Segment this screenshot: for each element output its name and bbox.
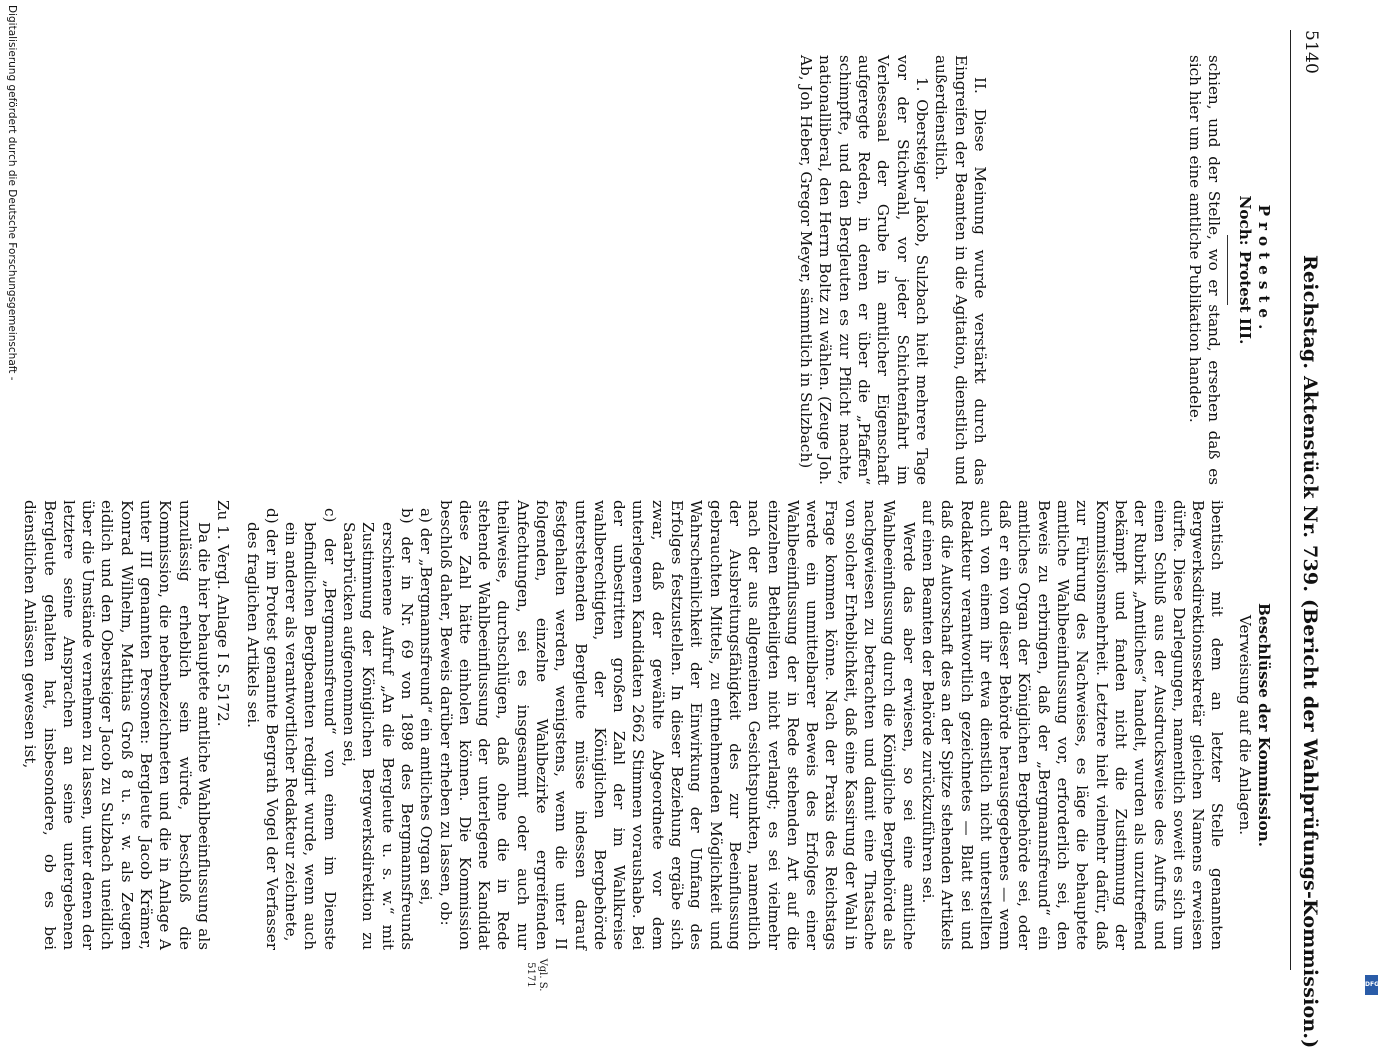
running-header	[1281, 30, 1321, 1048]
section-ii-paragraph: II. Diese Meinung wurde verstärkt durch das Eingreifen der Beamten in die Agitation, dienstlich und außerdienstlich.	[932, 55, 989, 485]
point-1-paragraph: 1. Obersteiger Jakob, Sulzbach hielt mehrere Tage vor der Stichwahl, vor jeder Schichtenfahrt im Verlesesaal der Grube in amtlicher Eigenschaft aufgeregte Reden, in denen er über die „Pfaffen“ schimpfte, und den Bergleuten es zur Pflicht machte, nationalliberal, den Herrn Boltz zu wählen. (Zeuge Joh. Ab, Joh Heber, Gregor Meyer, sämmtlich in Sulzbach)	[797, 55, 931, 485]
list-item-b: b) der in Nr. 69 von 1898 des Bergmannsfreunds erschienene Aufruf „An die Bergleute u. s. w.“ mit Zustimmung der Königlichen Bergwerksdirektion zu Saarbrücken aufgenommen sei,	[340, 508, 416, 950]
zu-1-heading: Zu 1. Vergl. Anlage I S. 5172.	[214, 500, 233, 727]
list-item-d: d) der im Protest genannte Bergrath Vogel der Verfasser des fraglichen Artikels sei.	[243, 508, 281, 950]
decisions-heading: Beschlüsse der Kommission.	[1255, 602, 1273, 847]
digitization-footer	[0, 0, 22, 1000]
right-column-decisions	[20, 500, 1273, 950]
heading-divider	[1227, 235, 1228, 305]
intro-paragraph: schien, und der Stelle, wo er stand, ersehen daß es sich hier um eine amtliche Publikation handele.	[1186, 55, 1224, 485]
dfg-logo: DFG	[1365, 975, 1378, 995]
left-column-protests	[796, 55, 1273, 485]
zu-1-paragraph: Da die hier behauptete amtliche Wahlbeeinflussung als unzulässig erheblich sein würde, beschloß die Kommission, die nebenbezeichneten und die in Anlage A unter III genannten Personen: Bergleute Jacob Krämer, Konrad Wilhelm, Matthias Groß 8 u. s. w. als Zeugen eidlich und den Obersteiger Jacob zu Sulzbach uneidlich über die Umstände vernehmen zu lassen, unter denen der letztere seine Ansprachen an seine untergebenen Bergleute gehalten hat, insbesondere, ob es bei dienstlichen Anlässen gewesen ist,	[21, 500, 213, 950]
running-head-title: Reichstag. Aktenstück Nr. 739. (Bericht der Wahlprüfungs-Kommission.)	[1299, 255, 1321, 1048]
decision-paragraph-2: Werde das aber erwiesen, so sei eine amtliche Wahlbeeinflussung durch die Königliche Bergbehörde als nachgewiesen zu betrachten und damit eine Thatsache von solcher Erheblichkeit, daß eine Kassirung der Wahl in Frage kommen könne. Nach der Praxis des Reichstags werde ein unmittelbarer Beweis des Erfolges einer Wahlbeeinflussung der in Rede stehenden Art auf die einzelnen Betheiligten nicht verlangt; es sei vielmehr nach der aus allgemeinen Gesichtspunkten, namentlich der Ausbreitungsfähigkeit des zur Beeinflussung gebrauchten Mittels, zu entnehmenden Möglichkeit und Wahrscheinlichkeit der Einwirkung der Umfang des Erfolges festzustellen. In dieser Beziehung ergäbe sich zwar, daß der gewählte Abgeordnete vor dem unterlegenen Kandidaten 2662 Stimmen voraushabe. Bei der unbestritten großen Zahl der im Wahlkreise wahlberechtigten, der Königlichen Bergbehörde unterstehenden Bergleute müsse indessen darauf festgehalten werden, wenigstens, wenn die unter II folgenden, einzelne Wahlbezirke ergreifenden Anfechtungen, sei es insgesammt oder auch nur theilweise, durchschlügen, daß ohne die in Rede stehende Wahlbeeinflussung der unterlegene Kandidat diese Zahl hätte einholen können. Die Kommission beschloß daher, Beweis darüber erheben zu lassen, ob:	[436, 500, 918, 950]
column-spacer	[989, 55, 1185, 485]
decision-paragraph-1: ibentisch mit dem an letzter Stelle genannten Bergwerksdirektionssekretär gleichen Namens erweisen dürfte. Diese Darlegungen, namentlich soweit es sich um einen Schluß aus der Ausdrucksweise des Aufrufs und der Rubrik „Amtliches“ handelt, wurden als unzutreffend bekämpft und fanden nicht die Zustimmung der Kommissionsmehrheit. Letztere hielt vielmehr dafür, daß zur Führung des Nachweises, es läge die behauptete amtliche Wahlbeeinflussung vor, erforderlich sei, den Beweis zu erbringen, daß der „Bergmannsfreund“ ein amtliches Organ der Königlichen Bergbehörde sei, oder daß er ein von dieser Behörde herausgegebenes — wenn auch von einem ihr etwa dienstlich nicht unterstellten Redakteur verantwortlich gezeichnetes — Blatt sei und daß die Autorschaft des an der Spitze stehenden Artikels auf einen Beamten der Behörde zurückzuführen sei.	[918, 500, 1227, 950]
protests-heading: Proteste.	[1255, 204, 1273, 336]
header-rule	[1290, 30, 1291, 970]
margin-reference-note: Vgl. S. 5171	[525, 958, 548, 992]
list-item-c: c) der „Bergmannsfreund“ von einem im Dienste befindlichen Bergbeamten redigirt wurde, wenn auch ein anderer als verantwortlicher Redakteur zeichnete,	[282, 508, 339, 950]
protest-subheading: Noch: Protest III.	[1235, 195, 1254, 345]
digitization-note: Digitalisierung gefördert durch die Deutsche Forschungsgemeinschaft -	[6, 5, 18, 381]
decisions-subheading: Verweisung auf die Anlagen.	[1235, 614, 1254, 836]
page-number: 5140	[1301, 30, 1321, 75]
list-item-a: a) der „Bergmannsfreund“ ein amtliches Organ sei,	[417, 508, 436, 906]
